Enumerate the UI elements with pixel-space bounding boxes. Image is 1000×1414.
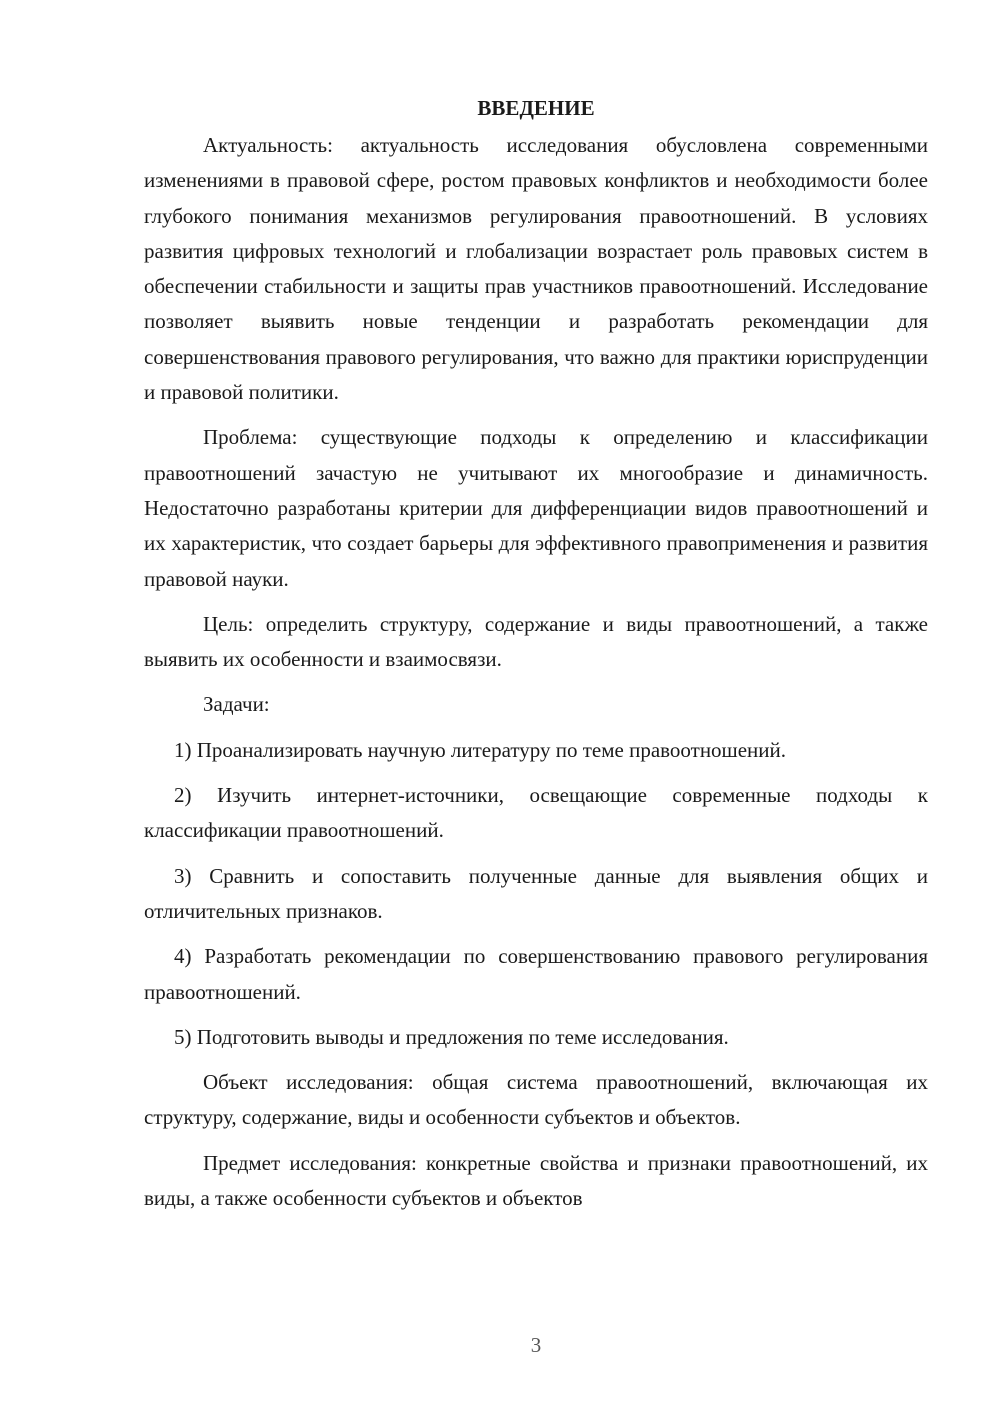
task-item-2: 2) Изучить интернет-источники, освещающие современные подходы к классификации правоотношений. bbox=[144, 783, 928, 843]
problem-paragraph: Проблема: существующие подходы к определению и классификации правоотношений зачастую не учитывают их многообразие и динамичность. Недостаточно разработаны критерии для дифференциации видов правоотношений и их характеристик, что создает барьеры для эффективного правоприменения и развития правовой науки. bbox=[144, 425, 928, 591]
document-page bbox=[144, 90, 928, 1226]
task-item-3: 3) Сравнить и сопоставить полученные данные для выявления общих и отличительных признаков. bbox=[144, 863, 928, 923]
relevance-paragraph: Актуальность: актуальность исследования обусловлена современными изменениями в правовой сфере, ростом правовых конфликтов и необходимости более глубокого понимания механизмов регулирования правоотношений. В условиях развития цифровых технологий и глобализации возрастает роль правовых систем в обеспечении стабильности и защиты прав участников правоотношений. Исследование позволяет выявить новые тенденции и разработать рекомендации для совершенствования правового регулирования, что важно для практики юриспруденции и правовой политики. bbox=[144, 133, 928, 405]
task-item-5: 5) Подготовить выводы и предложения по теме исследования. bbox=[174, 1024, 729, 1049]
object-paragraph: Объект исследования: общая система правоотношений, включающая их структуру, содержание, виды и особенности субъектов и объектов. bbox=[144, 1070, 928, 1130]
page-number: 3 bbox=[530, 1333, 542, 1357]
task-item-4: 4) Разработать рекомендации по совершенствованию правового регулирования правоотношений. bbox=[144, 944, 928, 1004]
tasks-heading: Задачи: bbox=[203, 692, 270, 717]
goal-paragraph: Цель: определить структуру, содержание и виды правоотношений, а также выявить их особенности и взаимосвязи. bbox=[144, 611, 928, 672]
document-title: ВВЕДЕНИЕ bbox=[477, 96, 595, 120]
task-item-1: 1) Проанализировать научную литературу по теме правоотношений. bbox=[174, 737, 787, 762]
subject-paragraph: Предмет исследования: конкретные свойства и признаки правоотношений, их виды, а также особенности субъектов и объектов bbox=[144, 1150, 928, 1211]
